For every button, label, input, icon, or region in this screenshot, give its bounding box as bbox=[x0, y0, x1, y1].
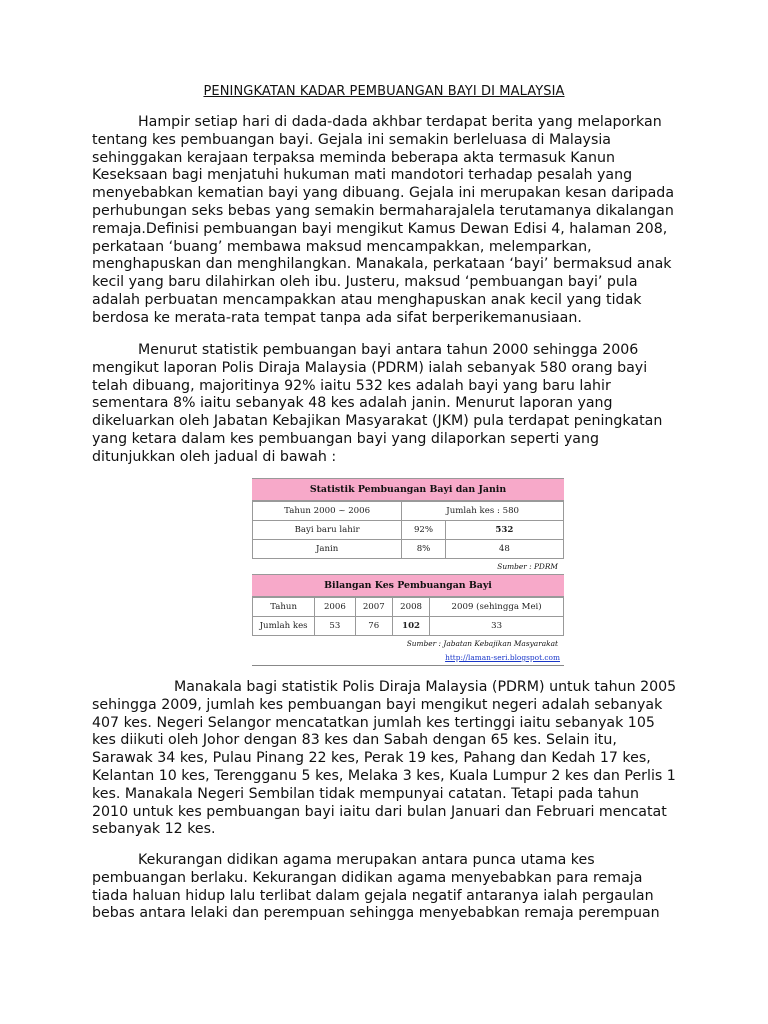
paragraph-1 bbox=[92, 114, 682, 328]
text-line: remaja.Definisi pembuangan bayi mengikut Kamus Dewan Edisi 4, halaman 208, bbox=[92, 220, 668, 237]
table-row bbox=[253, 617, 564, 636]
table-row bbox=[253, 521, 564, 540]
statistics-table-image bbox=[252, 478, 564, 666]
text-line: bebas antara lelaki dan perempuan sehingga menyebabkan remaja perempuan bbox=[92, 905, 660, 922]
table2-source: Sumber : Jabatan Kebajikan Masyarakat bbox=[406, 639, 558, 648]
text-line: mengikut laporan Polis Diraja Malaysia (PDRM) ialah sebanyak 580 orang bayi bbox=[92, 359, 648, 376]
table-header-cell: 2009 (sehingga Mei) bbox=[430, 598, 564, 617]
table-header-cell: 2008 bbox=[392, 598, 429, 617]
table-cell-highlight: 532 bbox=[445, 521, 563, 540]
table-cell: Janin bbox=[253, 540, 402, 559]
text-line: tentang kes pembuangan bayi. Gejala ini semakin berleluasa di Malaysia bbox=[92, 131, 611, 148]
text-line: tiada haluan hidup lalu terlibat dalam gejala negatif antaranya ialah pergaulan bbox=[92, 887, 654, 904]
table-row bbox=[253, 598, 564, 617]
text-line: menyebabkan kematian bayi yang dibuang. Gejala ini merupakan kesan daripada bbox=[92, 185, 675, 202]
document-title: PENINGKATAN KADAR PEMBUANGAN BAYI DI MALAYSIA bbox=[203, 84, 565, 99]
paragraph-2 bbox=[92, 342, 682, 467]
table-cell: Bayi baru lahir bbox=[253, 521, 402, 540]
text-line: 2010 untuk kes pembuangan bayi iaitu dari bulan Januari dan Februari mencatat bbox=[92, 803, 667, 820]
text-line: sehinggakan kerajaan terpaksa meminda beberapa akta termasuk Kanun bbox=[92, 149, 615, 166]
text-line: dikeluarkan oleh Jabatan Kebajikan Masyarakat (JKM) pula terdapat peningkatan bbox=[92, 413, 663, 430]
table1-source: Sumber : PDRM bbox=[497, 562, 558, 571]
table-cell: Tahun 2000 ~ 2006 bbox=[253, 502, 402, 521]
text-line: kes diikuti oleh Johor dengan 83 kes dan Sabah dengan 65 kes. Selain itu, bbox=[92, 732, 617, 749]
table-cell-highlight: 102 bbox=[392, 617, 429, 636]
table-cell: 33 bbox=[430, 617, 564, 636]
table-cell: 48 bbox=[445, 540, 563, 559]
text-line: berdosa ke merata-rata tempat tanpa ada sifat berperikemanusiaan. bbox=[92, 309, 582, 326]
blog-url-watermark: http://laman-seri.blogspot.com bbox=[252, 651, 564, 666]
table1-heading: Statistik Pembuangan Bayi dan Janin bbox=[252, 478, 564, 501]
text-line: ditunjukkan oleh jadual di bawah : bbox=[92, 448, 337, 465]
table-cell: Jumlah kes bbox=[253, 617, 315, 636]
table-cell: 92% bbox=[402, 521, 446, 540]
fetus-baby-statistics-table bbox=[252, 501, 564, 559]
text-line: Menurut statistik pembuangan bayi antara tahun 2000 sehingga 2006 bbox=[138, 342, 639, 358]
text-line: kecil yang baru dilahirkan oleh ibu. Justeru, maksud ‘pembuangan bayi’ pula bbox=[92, 274, 638, 291]
text-line: Kekurangan didikan agama merupakan antara punca utama kes bbox=[138, 852, 595, 868]
text-line: Hampir setiap hari di dada-dada akhbar terdapat berita yang melaporkan bbox=[138, 114, 662, 130]
table-header-cell: Tahun bbox=[253, 598, 315, 617]
text-line: perhubungan seks bebas yang semakin bermaharajalela terutamanya dikalangan bbox=[92, 202, 674, 219]
table2-heading: Bilangan Kes Pembuangan Bayi bbox=[252, 574, 564, 597]
text-line: sebanyak 12 kes. bbox=[92, 821, 216, 838]
text-line: sehingga 2009, jumlah kes pembuangan bayi mengikut negeri adalah sebanyak bbox=[92, 696, 663, 713]
text-line: Keseksaan bagi menjatuhi hukuman mati mandotori terhadap pesalah yang bbox=[92, 167, 633, 184]
table-cell: Jumlah kes : 580 bbox=[402, 502, 564, 521]
text-line: kes. Manakala Negeri Sembilan tidak mempunyai catatan. Tetapi pada tahun bbox=[92, 785, 639, 802]
text-line: sementara 8% iaitu sebanyak 48 kes adalah janin. Menurut laporan yang bbox=[92, 395, 613, 412]
table-header-cell: 2006 bbox=[315, 598, 355, 617]
yearly-cases-table bbox=[252, 597, 564, 636]
table-header-cell: 2007 bbox=[355, 598, 392, 617]
paragraph-4 bbox=[92, 852, 682, 923]
table-row bbox=[253, 502, 564, 521]
text-line: perkataan ‘buang’ membawa maksud mencampakkan, melemparkan, bbox=[92, 238, 592, 255]
text-line: pembuangan berlaku. Kekurangan didikan agama menyebabkan para remaja bbox=[92, 869, 643, 886]
text-line: Sarawak 34 kes, Pulau Pinang 22 kes, Perak 19 kes, Pahang dan Kedah 17 kes, bbox=[92, 750, 651, 767]
table-cell: 53 bbox=[315, 617, 355, 636]
table-cell: 8% bbox=[402, 540, 446, 559]
table-cell: 76 bbox=[355, 617, 392, 636]
text-line: 407 kes. Negeri Selangor mencatatkan jumlah kes tertinggi iaitu sebanyak 105 bbox=[92, 714, 655, 731]
text-line: adalah perbuatan mencampakkan atau menghapuskan anak kecil yang tidak bbox=[92, 291, 642, 308]
text-line: Kelantan 10 kes, Terengganu 5 kes, Melaka 3 kes, Kuala Lumpur 2 kes dan Perlis 1 bbox=[92, 767, 676, 784]
text-line: menghapuskan dan menghilangkan. Manakala, perkataan ‘bayi’ bermaksud anak bbox=[92, 256, 672, 273]
text-line: telah dibuang, majoritinya 92% iaitu 532 kes adalah bayi yang baru lahir bbox=[92, 377, 611, 394]
paragraph-3 bbox=[92, 679, 682, 839]
table-row bbox=[253, 540, 564, 559]
text-line: yang ketara dalam kes pembuangan bayi yang dilaporkan seperti yang bbox=[92, 430, 599, 447]
text-line: Manakala bagi statistik Polis Diraja Malaysia (PDRM) untuk tahun 2005 bbox=[174, 679, 677, 695]
